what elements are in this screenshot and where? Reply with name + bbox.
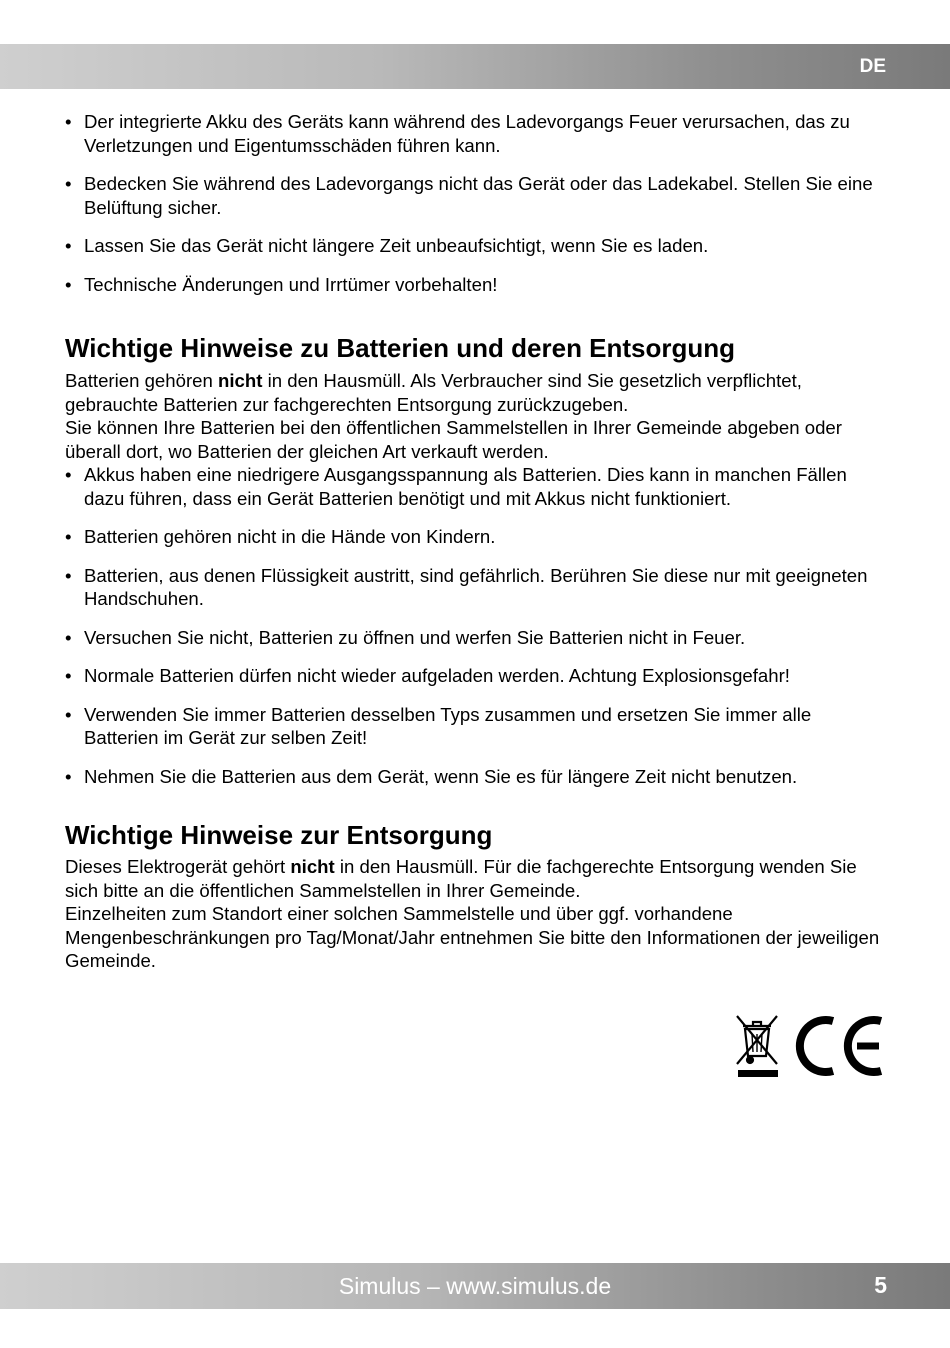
intro-bullet-list xyxy=(65,110,890,296)
footer-bar xyxy=(0,1263,950,1309)
batteries-paragraph-1: Batterien gehören nicht in den Hausmüll. Als Verbraucher sind Sie gesetzlich verpflichtet, gebrauchte Batterien zur fachgerechten Entsorgung zurückzugeben. xyxy=(65,370,802,415)
list-item: • Der integrierte Akku des Geräts kann während des Ladevorgangs Feuer verursachen, das zu Verletzungen und Eigentumsschäden führen kann. xyxy=(65,111,850,156)
emphasis-nicht: nicht xyxy=(290,856,335,877)
list-item: • Lassen Sie das Gerät nicht längere Zeit unbeaufsichtigt, wenn Sie es laden. xyxy=(65,235,709,256)
list-item: • Versuchen Sie nicht, Batterien zu öffnen und werfen Sie Batterien nicht in Feuer. xyxy=(65,626,746,648)
list-item: • Verwenden Sie immer Batterien desselben Typs zusammen und ersetzen Sie immer alle Batterien im Gerät zur selben Zeit! xyxy=(65,703,812,748)
batteries-paragraph-2: Sie können Ihre Batterien bei den öffentlichen Sammelstellen in Ihrer Gemeinde abgeben oder überall dort, wo Batterien der gleichen Art verkauft werden. xyxy=(65,417,842,462)
list-item: • Bedecken Sie während des Ladevorgangs nicht das Gerät oder das Ladekabel. Stellen Sie eine Belüftung sicher. xyxy=(65,173,873,218)
disposal-section xyxy=(65,820,890,973)
bullet-icon: • xyxy=(65,464,72,485)
emphasis-nicht: nicht xyxy=(218,370,263,391)
compliance-symbols xyxy=(733,1012,888,1080)
bullet-icon: • xyxy=(65,111,72,132)
footer-website-text: Simulus – www.simulus.de xyxy=(338,1273,612,1299)
disposal-paragraph-2: Einzelheiten zum Standort einer solchen Sammelstelle und über ggf. vorhandene Mengenbeschränkungen pro Tag/Monat/Jahr entnehmen Sie bitte den Informationen der jeweiligen Gemeinde. xyxy=(65,903,880,971)
list-item: • Technische Änderungen und Irrtümer vorbehalten! xyxy=(65,273,498,295)
header-bar xyxy=(0,44,950,89)
page-content xyxy=(65,110,890,973)
ce-mark-icon xyxy=(795,1014,887,1078)
bullet-icon: • xyxy=(65,273,72,295)
bullet-icon: • xyxy=(65,173,72,194)
bullet-icon: • xyxy=(65,626,72,648)
disposal-heading: Wichtige Hinweise zur Entsorgung xyxy=(65,820,493,850)
list-item: • Batterien, aus denen Flüssigkeit austritt, sind gefährlich. Berühren Sie diese nur mit geeigneten Handschuhen. xyxy=(65,564,868,609)
list-item: • Normale Batterien dürfen nicht wieder aufgeladen werden. Achtung Explosionsgefahr! xyxy=(65,665,790,686)
bullet-icon: • xyxy=(65,703,72,725)
bullet-icon: • xyxy=(65,564,72,586)
batteries-section xyxy=(65,333,890,788)
page-number: 5 xyxy=(874,1272,887,1298)
list-item: • Akkus haben eine niedrigere Ausgangsspannung als Batterien. Dies kann in manchen Fällen dazu führen, dass ein Gerät Batterien benötigt und mit Akkus nicht funktioniert. xyxy=(65,464,847,509)
disposal-paragraph-1: Dieses Elektrogerät gehört nicht in den Hausmüll. Für die fachgerechte Entsorgung wenden Sie sich bitte an die öffentlichen Sammelstellen in Ihrer Gemeinde. xyxy=(65,856,857,901)
batteries-bullet-list xyxy=(65,463,890,788)
batteries-heading: Wichtige Hinweise zu Batterien und deren Entsorgung xyxy=(65,333,736,363)
list-item: • Batterien gehören nicht in die Hände von Kindern. xyxy=(65,526,496,547)
bullet-icon: • xyxy=(65,235,72,256)
bullet-icon: • xyxy=(65,526,72,547)
bullet-icon: • xyxy=(65,665,72,686)
language-label: DE xyxy=(859,56,886,77)
list-item: • Nehmen Sie die Batterien aus dem Gerät, wenn Sie es für längere Zeit nicht benutzen. xyxy=(65,765,798,787)
bullet-icon: • xyxy=(65,765,72,787)
